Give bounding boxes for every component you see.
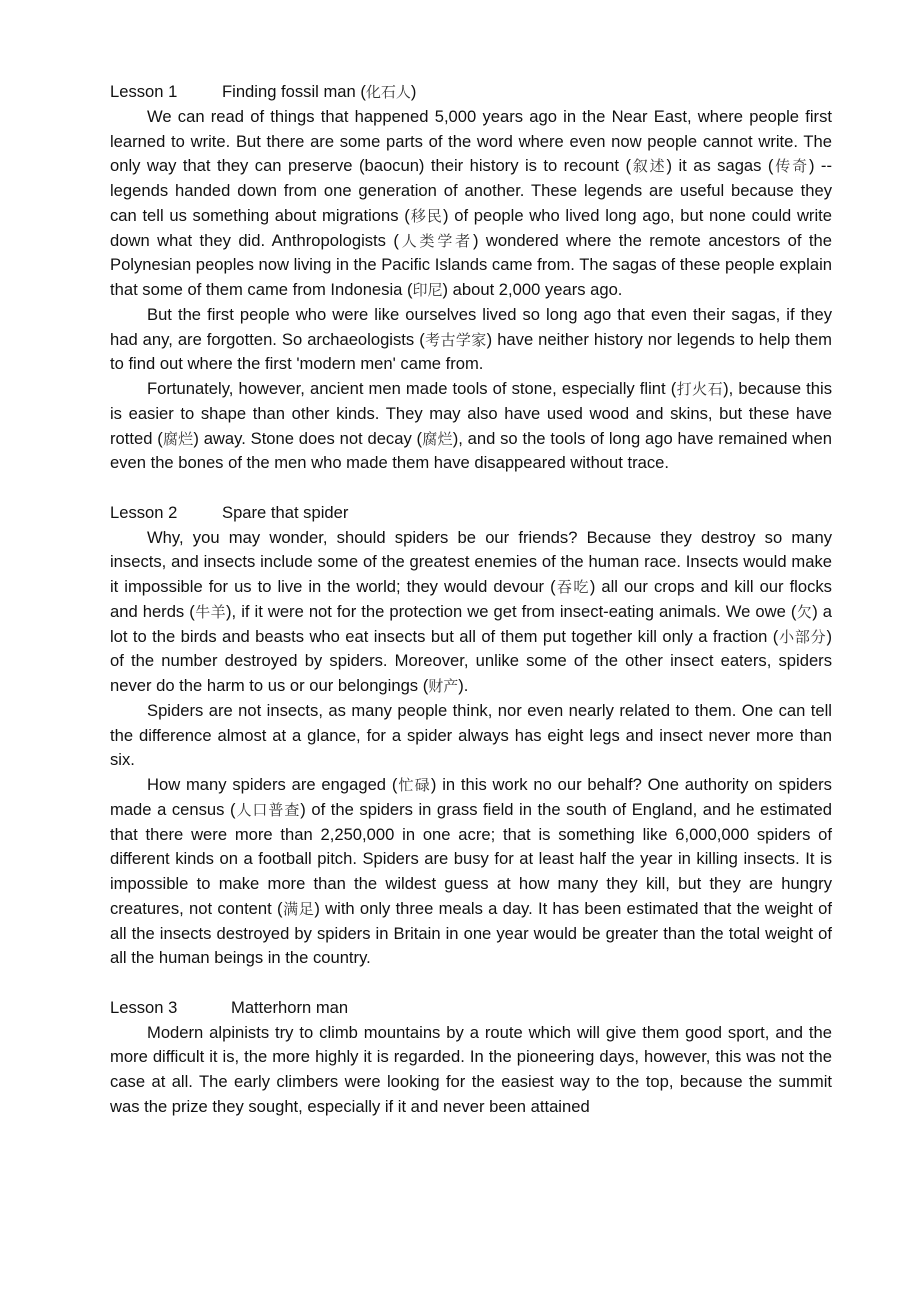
chinese-gloss: 印尼 [412,281,443,299]
paragraph: But the first people who were like ourselves lived so long ago that even their sagas, if they had any, are forgotten. So archaeologists (考古学家) have neither history nor legends to help them to find out where the first 'modern men' came from. [110,304,832,374]
lesson-number: Lesson 1 [110,82,178,101]
paragraph: Fortunately, however, ancient men made tools of stone, especially flint (打火石), because this is easier to shape than other kinds. They may also have used wood and skins, but these have rotted (腐烂) away. Stone does not decay (腐烂), and so the tools of long ago have remained when even the bones of the men who made them have disappeared without trace. [110,379,832,473]
chinese-gloss: 腐烂 [422,429,453,448]
lesson-title: Spare that spider [222,502,349,522]
paragraph: Spiders are not insects, as many people think, nor even nearly related to them. One can tell the difference almost at a glance, for a spider always has eight legs and insect never more than six. [110,700,832,770]
chinese-gloss: 人类学者 [398,231,473,250]
document-page [110,80,832,1120]
chinese-gloss: 欠 [796,602,813,621]
chinese-gloss: 传奇 [773,157,809,176]
chinese-gloss: 人口普查 [235,800,301,819]
lesson-header [110,501,832,526]
chinese-gloss: 移民 [409,206,443,225]
lesson-2 [110,501,832,971]
section-spacer [110,971,832,996]
chinese-gloss: 化石人 [365,83,411,101]
chinese-gloss: 牛羊 [194,602,227,621]
lesson-1 [110,80,832,476]
chinese-gloss: 打火石 [676,380,724,398]
chinese-gloss: 叙述 [630,157,667,176]
chinese-gloss: 腐烂 [162,429,194,448]
paragraph: We can read of things that happened 5,000 years ago in the Near East, where people first learned to write. But there are some parts of the word where even now people cannot write. The only way that they can preserve (baocun) their history is to recount (叙述) it as sagas (传奇) -- legends handed down from one generation of another. These legends are useful because they can tell us something about migrations (移民) of people who lived long ago, but none could write down what they did. Anthropologists (人类学者) wondered where the remote ancestors of the Polynesian peoples now living in the Pacific Islands came from. The sagas of these people explain that some of them came from Indonesia (印尼) about 2,000 years ago. [110,106,832,299]
paragraph: Modern alpinists try to climb mountains by a route which will give them good sport, and the more difficult it is, the more highly it is regarded. In the pioneering days, however, this was not the case at all. The early climbers were looking for the easiest way to the top, because the summit was the prize they sought, especially if it and never been attained [110,1022,832,1116]
paragraph: How many spiders are engaged (忙碌) in this work no our behalf? One authority on spiders made a census (人口普查) of the spiders in grass field in the south of England, and he estimated that there were more than 2,250,000 in one acre; that is something like 6,000,000 spiders of different kinds on a football pitch. Spiders are busy for at least half the year in killing insects. It is impossible to make more than the wildest guess at how many they kill, but they are hungry creatures, not content (满足) with only three meals a day. It has been estimated that the weight of all the insects destroyed by spiders in Britain in one year would be greater than the total weight of all the human beings in the country. [110,775,832,968]
chinese-gloss: 财产 [428,677,459,695]
lesson-3 [110,996,832,1120]
chinese-gloss: 忙碌 [397,776,431,794]
paragraph: Why, you may wonder, should spiders be our friends? Because they destroy so many insects, and insects include some of the greatest enemies of the human race. Insects would make it impossible for us to live in the world; they would devour (吞吃) all our crops and kill our flocks and herds (牛羊), if it were not for the protection we get from insect-eating animals. We owe (欠) a lot to the birds and beasts who eat insects but all of them put together kill only a fraction (小部分) of the number destroyed by spiders. Moreover, unlike some of the other insect eaters, spiders never do the harm to us or our belongings (财产). [110,527,832,695]
lesson-number: Lesson 2 [110,502,178,522]
chinese-gloss: 吞吃 [555,578,590,596]
lesson-number: Lesson 3 [110,997,178,1017]
chinese-gloss: 考古学家 [424,330,487,349]
section-spacer [110,476,832,501]
lesson-title: Matterhorn man [231,997,349,1017]
lesson-header [110,80,832,105]
lesson-header [110,996,832,1021]
lesson-title: Finding fossil man (化石人) [222,82,417,101]
chinese-gloss: 小部分 [778,627,827,646]
chinese-gloss: 满足 [282,899,315,918]
